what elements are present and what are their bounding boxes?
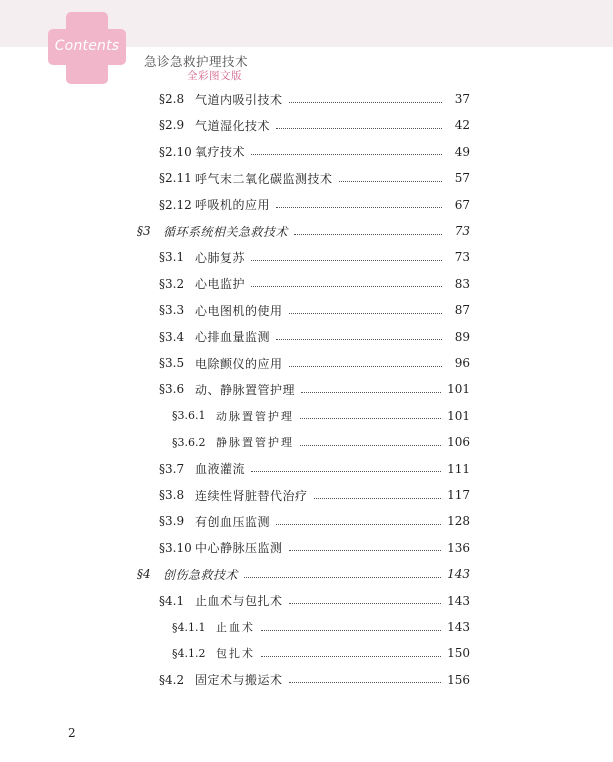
toc-dot-leader <box>289 550 442 551</box>
toc-entry-page: 150 <box>447 646 470 661</box>
toc-entry-number: §3.4 <box>159 329 185 344</box>
toc-entry[interactable] <box>172 432 470 452</box>
toc-dot-leader <box>261 630 441 631</box>
toc-entry[interactable] <box>159 274 470 294</box>
toc-entry-title: 静脉置管护理 <box>216 436 294 450</box>
toc-entry-number: §3.9 <box>159 514 185 529</box>
toc-dot-leader <box>314 498 442 499</box>
toc-entry-page: 42 <box>454 118 470 133</box>
toc-dot-leader <box>276 339 442 340</box>
toc-entry-title: 心电监护 <box>195 277 246 292</box>
toc-entry-number: §4.2 <box>159 672 185 687</box>
toc-entry-page: 57 <box>454 171 470 186</box>
toc-entry[interactable] <box>159 379 470 399</box>
toc-entry-number: §3.2 <box>159 276 185 291</box>
toc-entry[interactable] <box>159 168 470 188</box>
toc-dot-leader <box>261 656 441 657</box>
toc-dot-leader <box>294 234 442 235</box>
toc-entry-number: §3.5 <box>159 356 185 370</box>
toc-entry[interactable] <box>159 538 470 558</box>
toc-entry-page: 156 <box>447 672 470 687</box>
toc-entry[interactable] <box>159 195 470 215</box>
toc-entry-title: 止血术 <box>216 621 255 634</box>
toc-entry-number: §2.11 <box>159 171 192 186</box>
toc-dot-leader <box>276 524 441 525</box>
toc-entry-page: 49 <box>454 144 470 159</box>
toc-entry-number: §3 <box>137 224 151 238</box>
book-title: 急诊急救护理技术 <box>144 54 249 69</box>
toc-entry-page: 136 <box>447 540 470 555</box>
toc-dot-leader <box>251 154 442 155</box>
toc-entry-title: 固定术与搬运术 <box>195 673 283 688</box>
toc-entry-title: 电除颤仪的应用 <box>195 356 283 371</box>
toc-entry[interactable] <box>159 459 470 479</box>
toc-dot-leader <box>289 603 442 604</box>
toc-entry-number: §3.6 <box>159 382 185 397</box>
toc-entry-title: 心电图机的使用 <box>195 303 283 318</box>
toc-entry-page: 117 <box>447 488 470 502</box>
toc-entry[interactable] <box>159 247 470 267</box>
toc-entry[interactable] <box>159 353 470 373</box>
toc-entry-number: §3.7 <box>159 461 185 476</box>
toc-entry[interactable] <box>137 221 470 241</box>
toc-entry-page: 128 <box>447 514 470 529</box>
toc-entry-page: 89 <box>454 329 470 344</box>
toc-entry-page: 73 <box>454 224 470 238</box>
toc-entry-number: §3.3 <box>159 303 185 318</box>
toc-entry-number: §2.9 <box>159 118 185 133</box>
toc-entry-page: 106 <box>447 435 470 450</box>
toc-entry[interactable] <box>159 670 470 690</box>
toc-dot-leader <box>289 682 442 683</box>
toc-entry-title: 止血术与包扎术 <box>195 594 283 609</box>
toc-entry-page: 143 <box>447 620 470 634</box>
book-subtitle: 全彩图文版 <box>187 70 242 82</box>
toc-entry[interactable] <box>172 617 470 637</box>
toc-entry-number: §4.1.2 <box>172 646 206 660</box>
toc-entry-page: 111 <box>447 461 470 476</box>
toc-entry-title: 有创血压监测 <box>195 514 271 529</box>
toc-entry[interactable] <box>172 406 470 426</box>
toc-entry-title: 包扎术 <box>216 647 255 661</box>
contents-badge-label: Contents <box>54 38 120 54</box>
toc-dot-leader <box>276 128 442 129</box>
toc-entry-title: 创伤急救技术 <box>163 567 239 582</box>
toc-entry-number: §3.1 <box>159 250 185 265</box>
toc-entry-number: §4.1.1 <box>172 620 206 634</box>
toc-entry-title: 心肺复苏 <box>195 250 246 265</box>
toc-entry-page: 96 <box>454 356 470 370</box>
toc-entry-page: 67 <box>454 197 470 212</box>
page-number: 2 <box>68 726 76 740</box>
toc-entry-title: 心排血量监测 <box>195 330 271 345</box>
toc-entry-title: 气道湿化技术 <box>195 118 271 133</box>
toc-entry-title: 连续性肾脏替代治疗 <box>195 488 308 503</box>
toc-entry-title: 气道内吸引技术 <box>195 92 283 107</box>
toc-dot-leader <box>251 471 441 472</box>
toc-entry-page: 73 <box>454 250 470 265</box>
toc-entry-number: §4 <box>137 567 151 582</box>
toc-entry[interactable] <box>159 89 470 109</box>
toc-entry-page: 37 <box>454 92 470 106</box>
toc-entry[interactable] <box>159 485 470 505</box>
toc-entry-title: 中心静脉压监测 <box>195 541 283 556</box>
toc-entry-number: §4.1 <box>159 593 185 608</box>
toc-dot-leader <box>251 260 442 261</box>
toc-entry-page: 83 <box>454 276 470 291</box>
toc-entry-number: §2.12 <box>159 197 192 212</box>
toc-dot-leader <box>300 445 441 446</box>
toc-entry-number: §2.8 <box>159 92 185 106</box>
contents-badge <box>48 12 126 84</box>
toc-entry-page: 143 <box>447 567 470 582</box>
toc-entry[interactable] <box>159 300 470 320</box>
toc-entry[interactable] <box>172 643 470 663</box>
toc-dot-leader <box>339 181 442 182</box>
toc-entry-title: 氧疗技术 <box>195 145 246 160</box>
toc-entry-number: §3.6.2 <box>172 435 206 449</box>
toc-entry-title: 动、静脉置管护理 <box>195 382 296 397</box>
toc-dot-leader <box>251 286 442 287</box>
toc-entry-page: 87 <box>454 303 470 318</box>
toc-dot-leader <box>300 418 441 419</box>
toc-entry-number: §3.8 <box>159 488 185 502</box>
toc-entry-title: 循环系统相关急救技术 <box>163 224 289 239</box>
toc-dot-leader <box>289 313 442 314</box>
toc-dot-leader <box>301 392 441 393</box>
toc-entry-page: 101 <box>447 382 470 397</box>
toc-entry-number: §2.10 <box>159 144 192 159</box>
toc-entry-number: §3.6.1 <box>172 409 206 423</box>
toc-entry-page: 101 <box>447 408 470 423</box>
toc-entry-page: 143 <box>447 593 470 608</box>
toc-dot-leader <box>289 366 442 367</box>
toc-entry[interactable] <box>159 511 470 531</box>
toc-entry-title: 呼气末二氧化碳监测技术 <box>195 171 333 186</box>
toc-entry[interactable] <box>159 591 470 611</box>
toc-entry[interactable] <box>137 564 470 584</box>
toc-entry-title: 血液灌流 <box>195 462 246 477</box>
toc-entry[interactable] <box>159 115 470 135</box>
toc-dot-leader <box>289 102 442 103</box>
toc-entry-title: 动脉置管护理 <box>216 409 294 423</box>
toc-entry-title: 呼吸机的应用 <box>195 198 271 213</box>
toc-entry[interactable] <box>159 142 470 162</box>
toc-entry-number: §3.10 <box>159 540 192 555</box>
toc-dot-leader <box>276 207 442 208</box>
toc-dot-leader <box>244 577 441 578</box>
toc-entry[interactable] <box>159 327 470 347</box>
